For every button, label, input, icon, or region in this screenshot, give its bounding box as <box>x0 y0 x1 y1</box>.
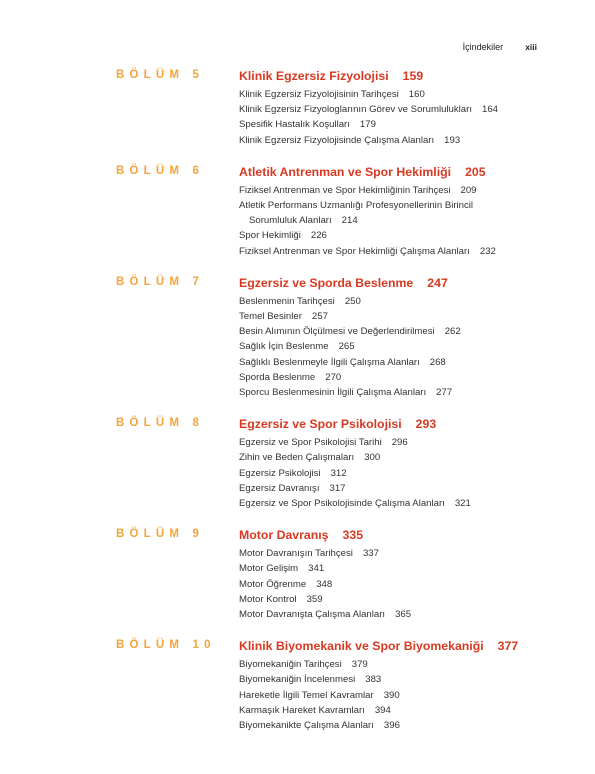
chapter-label: BÖLÜM 6 <box>116 164 205 177</box>
toc-entry[interactable] <box>239 688 595 703</box>
toc-entry-page-number: 257 <box>311 311 328 323</box>
toc-entry-text: Biyomekanikte Çalışma Alanları <box>239 720 374 732</box>
chapter-body <box>239 274 595 400</box>
toc-entry-text: Fiziksel Antrenman ve Spor Hekimliği Çalışma Alanları <box>239 245 470 257</box>
toc-entry-text: Motor Kontrol <box>239 593 297 605</box>
toc-entry-page-number: 383 <box>365 674 382 686</box>
toc-entry[interactable] <box>239 228 595 243</box>
toc-entry-page-number: 394 <box>374 704 391 716</box>
toc-entry-page-number: 232 <box>479 245 496 257</box>
chapter-body <box>239 526 595 622</box>
toc-entry-text: Sağlıklı Beslenmeyle İlgili Çalışma Alanları <box>239 356 420 368</box>
running-head-section: İçindekiler <box>462 42 504 52</box>
toc-entry-page-number: 390 <box>383 689 400 701</box>
entry-list <box>239 183 595 259</box>
toc-entry-text: Biyomekaniğin İncelenmesi <box>239 674 356 686</box>
toc-entry[interactable] <box>239 133 595 148</box>
toc-entry[interactable] <box>239 703 595 718</box>
toc-entry[interactable] <box>239 324 595 339</box>
toc-entry-page-number: 317 <box>329 482 346 494</box>
toc-entry-page-number: 193 <box>444 134 461 146</box>
toc-entry-page-number: 321 <box>454 498 471 510</box>
toc-entry-text: Motor Davranışın Tarihçesi <box>239 548 353 560</box>
toc-entry-text: Klinik Egzersiz Fizyolojisinin Tarihçesi <box>239 89 399 100</box>
toc-entry-page-number: 341 <box>308 563 325 575</box>
toc-entry[interactable] <box>239 607 595 622</box>
toc-entry-text: Motor Gelişim <box>239 563 299 575</box>
toc-entry-page-number: 277 <box>436 387 453 399</box>
toc-entry-text: Egzersiz Davranışı <box>239 482 320 494</box>
toc-entry-text: Klinik Egzersiz Fizyologlarının Görev ve Sorumlulukları <box>239 104 472 116</box>
toc-entry-page-number: 179 <box>359 119 376 131</box>
toc-entry-text: Motor Öğrenme <box>239 578 307 590</box>
toc-entry-page-number: 265 <box>338 341 355 353</box>
toc-entry-text: Klinik Egzersiz Fizyolojisinde Çalışma Alanları <box>239 134 435 146</box>
toc-entry-text: Spesifik Hastalık Koşulları <box>239 119 350 131</box>
toc-entry[interactable] <box>239 546 595 561</box>
toc-entry[interactable] <box>239 87 595 102</box>
chapter-title[interactable] <box>239 526 595 544</box>
toc-entry-page-number: 268 <box>429 356 446 368</box>
toc-entry[interactable] <box>239 355 595 370</box>
chapter-title-text: Klinik Egzersiz Fizyolojisi <box>239 69 389 83</box>
toc-entry[interactable] <box>239 435 595 450</box>
chapter-page-number: 335 <box>342 528 364 543</box>
chapter-title-text: Klinik Biyomekanik ve Spor Biyomekaniği <box>239 639 484 654</box>
chapter-title[interactable] <box>239 274 595 292</box>
toc-entry-text: Egzersiz ve Spor Psikolojisinde Çalışma Alanları <box>239 498 445 510</box>
toc-entry-text: Temel Besinler <box>239 311 302 323</box>
toc-entry-text: Hareketle İlgili Temel Kavramlar <box>239 689 374 701</box>
toc-entry[interactable] <box>239 561 595 576</box>
toc-entry-text: Biyomekaniğin Tarihçesi <box>239 659 342 671</box>
toc-entry[interactable] <box>239 577 595 592</box>
chapter-title-text: Egzersiz ve Sporda Beslenme <box>239 275 414 290</box>
chapter-section <box>0 163 595 259</box>
toc-entry[interactable] <box>239 496 595 511</box>
toc-entry-page-number: 337 <box>362 548 379 560</box>
toc-entry-page-number: 359 <box>306 593 323 605</box>
chapter-section <box>0 415 595 511</box>
toc-entry-page-number: 396 <box>383 720 400 732</box>
chapter-title-text: Motor Davranış <box>239 528 329 543</box>
chapter-title-text: Atletik Antrenman ve Spor Hekimliği <box>239 164 452 179</box>
chapter-page-number: 159 <box>402 69 424 83</box>
toc-entry[interactable] <box>239 198 595 228</box>
chapter-body <box>239 637 595 733</box>
chapter-section <box>0 526 595 622</box>
toc-entry[interactable] <box>239 244 595 259</box>
toc-entry-text: Egzersiz ve Spor Psikolojisi Tarihi <box>239 437 382 449</box>
chapter-title[interactable] <box>239 415 595 433</box>
toc-entry[interactable] <box>239 657 595 672</box>
chapter-page-number: 293 <box>415 417 437 432</box>
chapter-page-number: 247 <box>427 275 448 290</box>
chapter-body <box>239 163 595 259</box>
toc-entry-page-number: 312 <box>330 467 347 479</box>
chapter-title-text: Egzersiz ve Spor Psikolojisi <box>239 417 402 432</box>
toc-entry[interactable] <box>239 385 595 400</box>
toc-entry[interactable] <box>239 370 595 385</box>
toc-entry[interactable] <box>239 183 595 198</box>
toc-entry-page-number: 160 <box>408 89 425 100</box>
chapter-section <box>0 67 595 148</box>
toc-entry-text: Sporda Beslenme <box>239 371 316 383</box>
toc-entry-page-number: 250 <box>344 295 361 307</box>
toc-entry-text: Besin Alımının Ölçülmesi ve Değerlendirilmesi <box>239 326 435 338</box>
chapter-body <box>239 67 595 148</box>
toc-entry-continuation <box>239 213 595 228</box>
toc-entry[interactable] <box>239 117 595 132</box>
toc-entry[interactable] <box>239 466 595 481</box>
toc-entry-text: Atletik Performans Uzmanlığı Profesyonellerinin Birincil <box>239 200 474 212</box>
toc-entry-page-number: 365 <box>395 609 412 621</box>
chapter-body <box>239 415 595 511</box>
chapter-section <box>0 274 595 400</box>
entry-list <box>239 546 595 622</box>
toc-entry-page-number: 214 <box>341 215 358 227</box>
toc-entry-page-number: 300 <box>364 452 381 464</box>
toc-entry[interactable] <box>239 339 595 354</box>
toc-entry-text: Motor Davranışta Çalışma Alanları <box>239 609 386 621</box>
toc-entry[interactable] <box>239 481 595 496</box>
chapter-section <box>0 637 595 733</box>
chapter-title[interactable] <box>239 67 595 85</box>
table-of-contents <box>0 67 595 733</box>
toc-entry-page-number: 262 <box>444 326 461 338</box>
chapter-title[interactable] <box>239 637 595 655</box>
toc-entry-page-number: 226 <box>310 230 327 242</box>
entry-list <box>239 657 595 733</box>
toc-entry-text: Egzersiz Psikolojisi <box>239 467 321 479</box>
chapter-label: BÖLÜM 7 <box>116 275 205 288</box>
running-head <box>463 42 537 52</box>
toc-entry-text: Sporcu Beslenmesinin İlgili Çalışma Alanları <box>239 387 427 399</box>
chapter-title[interactable] <box>239 163 595 181</box>
toc-entry-text: Sağlık İçin Beslenme <box>239 341 329 353</box>
entry-list <box>239 87 595 148</box>
running-head-page-number: xiii <box>525 42 537 52</box>
toc-entry[interactable] <box>239 672 595 687</box>
toc-entry-page-number: 209 <box>460 184 477 196</box>
toc-entry-text: Fiziksel Antrenman ve Spor Hekimliğinin Tarihçesi <box>239 184 451 196</box>
chapter-page-number: 377 <box>497 639 519 654</box>
chapter-label: BÖLÜM 10 <box>116 639 216 652</box>
toc-entry-page-number: 379 <box>351 659 368 671</box>
toc-entry-continuation-text: Sorumluluk Alanları <box>249 215 332 227</box>
toc-entry-page-number: 164 <box>482 104 499 116</box>
toc-entry[interactable] <box>239 309 595 324</box>
toc-entry[interactable] <box>239 294 595 309</box>
entry-list <box>239 435 595 511</box>
toc-entry-text: Spor Hekimliği <box>239 230 301 242</box>
toc-entry-page-number: 348 <box>316 578 333 590</box>
toc-entry-text: Karmaşık Hareket Kavramları <box>239 704 365 716</box>
toc-entry[interactable] <box>239 718 595 733</box>
chapter-label: BÖLÜM 9 <box>116 528 205 541</box>
chapter-page-number: 205 <box>465 164 486 179</box>
toc-entry[interactable] <box>239 102 595 117</box>
entry-list <box>239 294 595 400</box>
toc-entry[interactable] <box>239 450 595 465</box>
chapter-label: BÖLÜM 5 <box>116 69 205 81</box>
toc-entry-page-number: 296 <box>391 437 408 449</box>
toc-entry[interactable] <box>239 592 595 607</box>
toc-entry-page-number: 270 <box>325 371 342 383</box>
chapter-label: BÖLÜM 8 <box>116 417 205 430</box>
toc-entry-text: Zihin ve Beden Çalışmaları <box>239 452 355 464</box>
toc-entry-text: Beslenmenin Tarihçesi <box>239 295 335 307</box>
